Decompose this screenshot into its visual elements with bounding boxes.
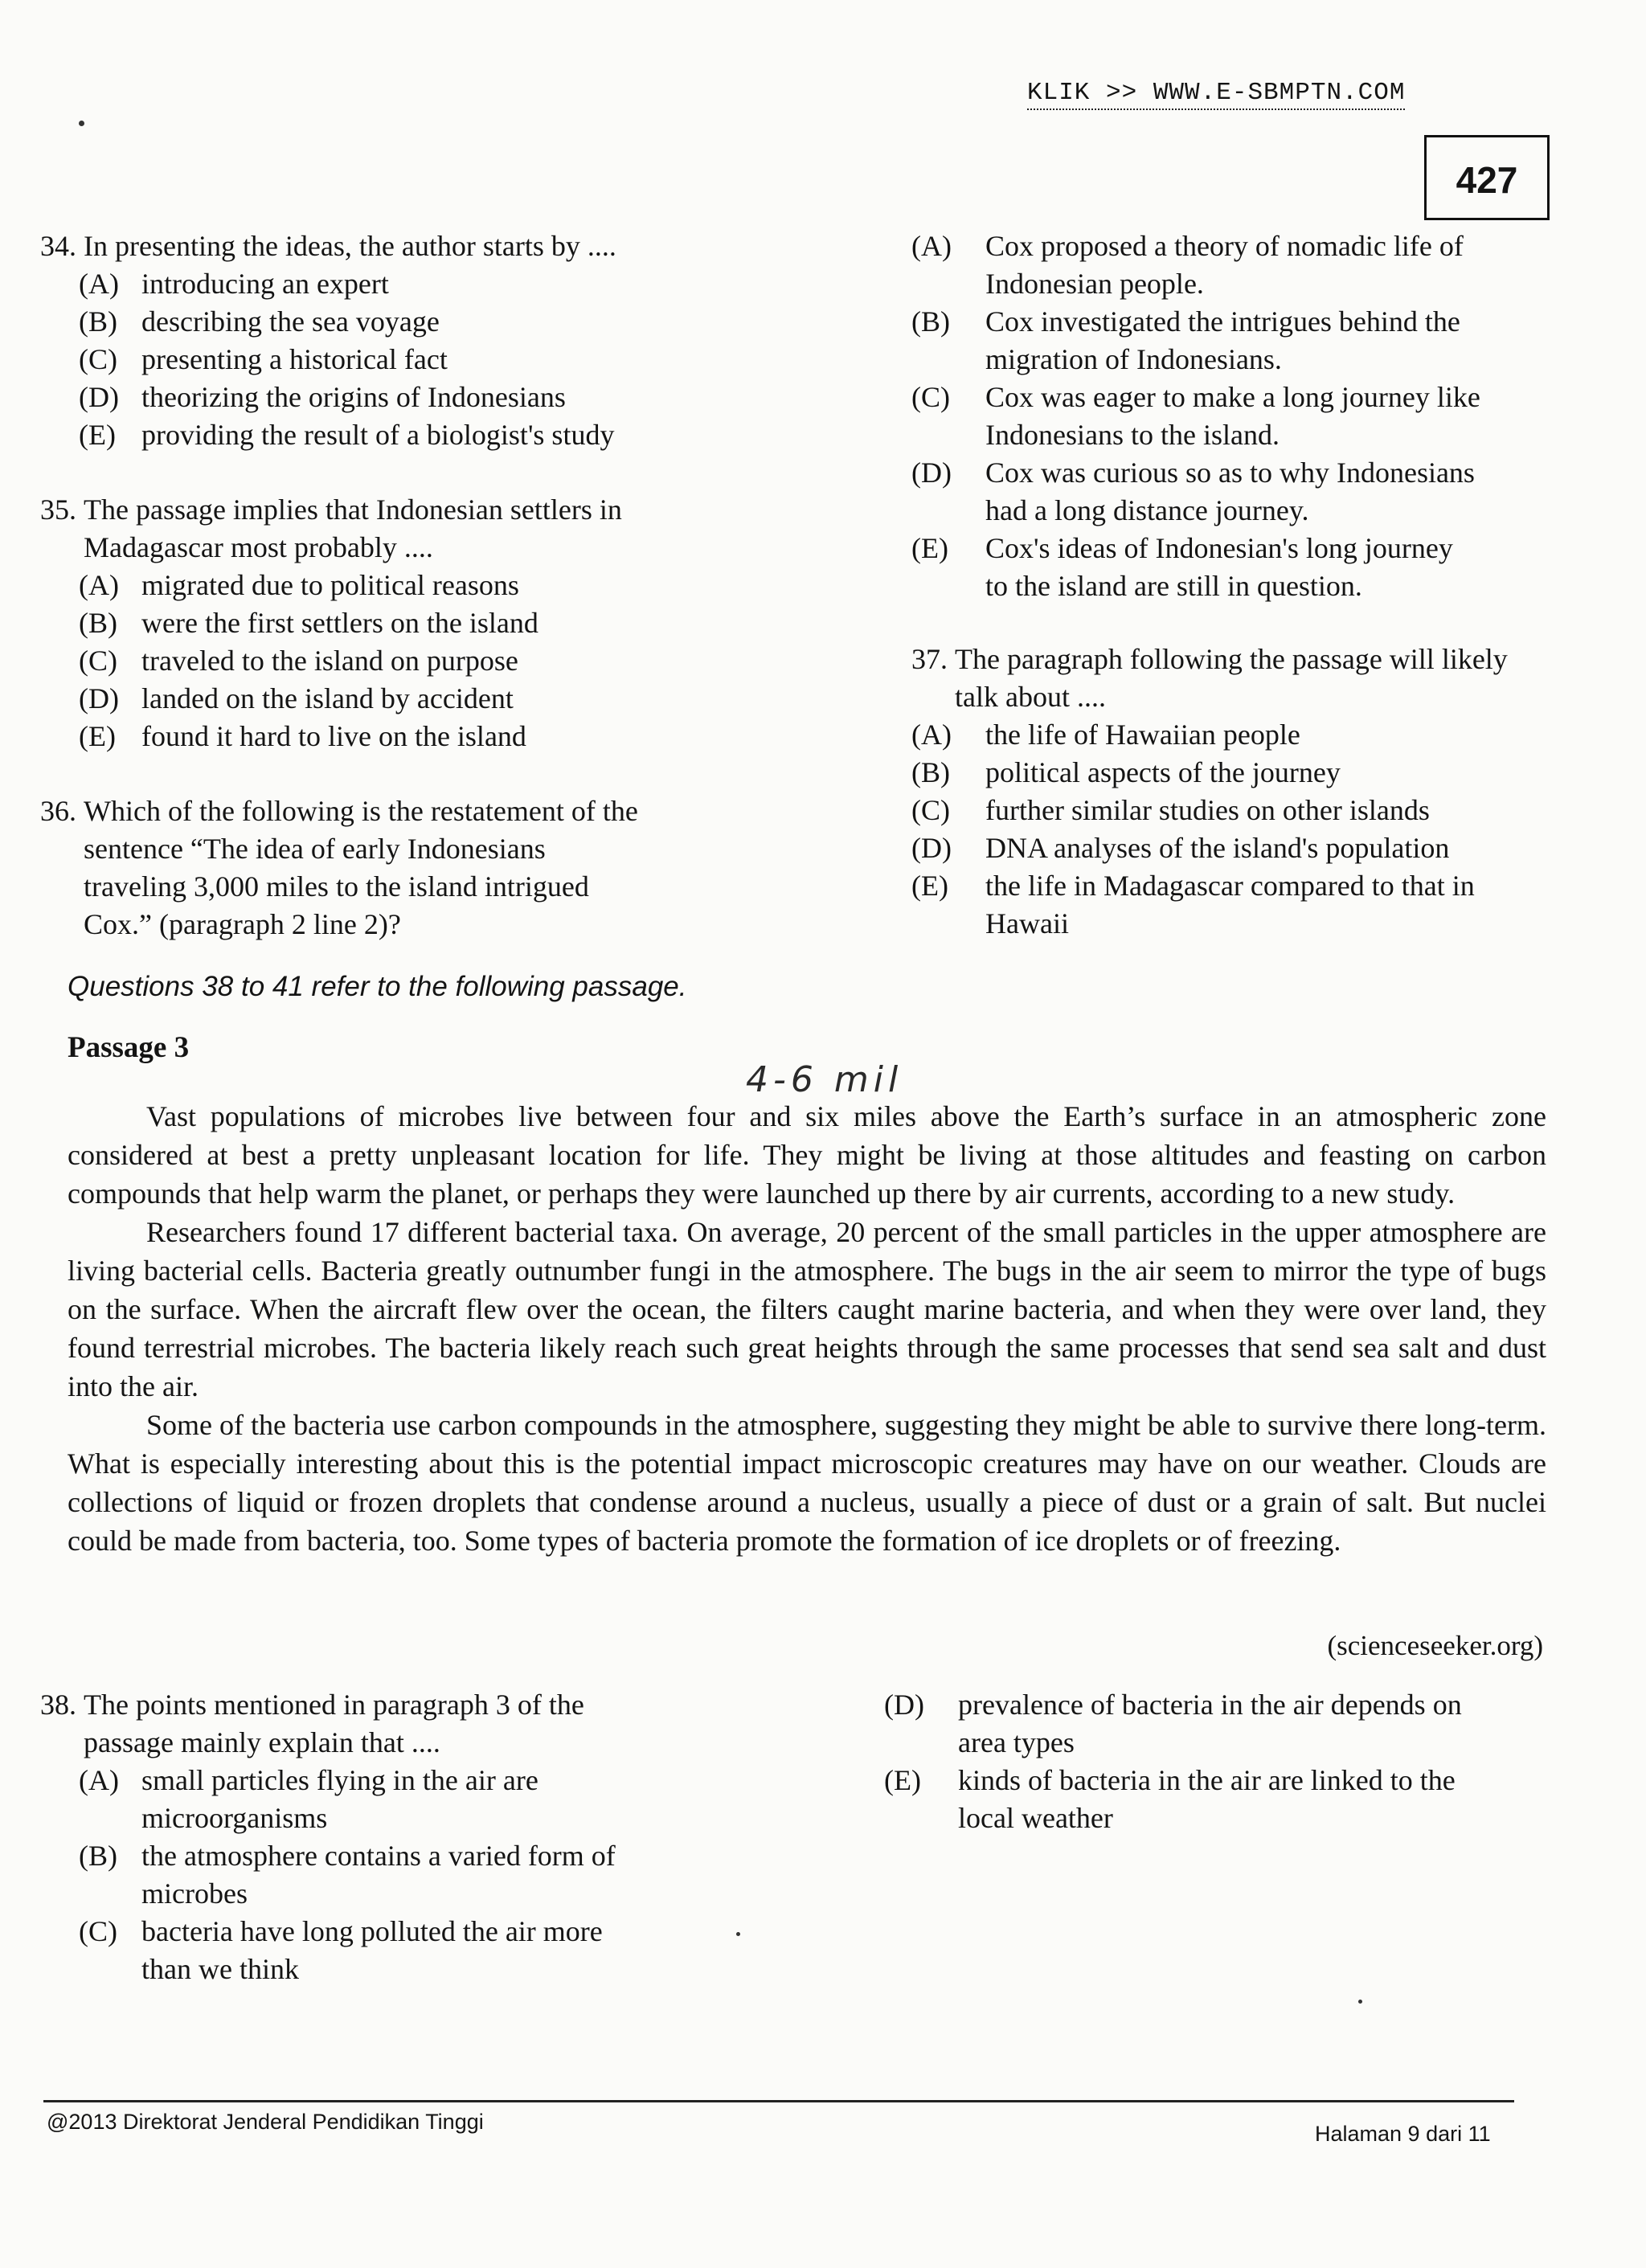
passage-paragraph: Some of the bacteria use carbon compounds in the atmosphere, suggesting they might be able to survive there long-term. What is especially interesting about this is the potential impact microscopic creatures may have on our weather. Clouds are collections of liquid or frozen droplets that condense around a nucleus, usually a piece of dust or a grain of salt. But nuclei could be made from bacteria, too. Some types of bacteria promote the formation of ice droplets or of freezing. [68,1409,1546,1557]
answer-option [911,754,1570,792]
answer-option [911,530,1570,605]
option-text-line: DNA analyses of the island's population [985,832,1450,864]
question-number: 37. [911,643,948,675]
option-text-line: Indonesian people. [985,268,1204,300]
question-number: 36. [40,795,76,827]
question-text-line: Madagascar most probably .... [84,531,433,563]
option-text [985,530,1570,605]
option-label: (A) [79,569,119,601]
question-block [911,227,1570,605]
option-text-line: bacteria have long polluted the air more [141,1915,603,1947]
option-label: (B) [79,305,117,338]
answer-option [911,227,1570,303]
option-text [958,1762,1575,1837]
option-text-line: microorganisms [141,1802,328,1834]
option-text-line: describing the sea voyage [141,305,440,338]
answer-option [911,792,1570,829]
question-number: 38. [40,1689,76,1721]
answer-option [40,303,772,341]
question-block [40,491,772,755]
option-text [141,680,772,718]
option-text-line: the atmosphere contains a varied form of [141,1840,616,1872]
answer-option [911,829,1570,867]
question-block [40,792,772,944]
question-text-line: Cox.” (paragraph 2 line 2)? [84,908,401,940]
option-text [141,1913,772,1988]
question-number: 34. [40,230,76,262]
question-text-line: passage mainly explain that .... [84,1726,440,1758]
answer-option [40,265,772,303]
option-label: (B) [79,1840,117,1872]
scan-speck [736,1932,740,1936]
handwritten-note: 4-6 mil [746,1059,903,1100]
option-text [985,454,1570,530]
option-text-line: migration of Indonesians. [985,343,1282,375]
question-text-line: The paragraph following the passage will likely [955,643,1508,675]
option-text [141,642,772,680]
option-text-line: traveled to the island on purpose [141,645,518,677]
question-block [40,1686,772,1988]
option-text [141,341,772,379]
question-text-line: traveling 3,000 miles to the island intrigued [84,870,589,903]
option-text-line: presenting a historical fact [141,343,448,375]
option-text-line: introducing an expert [141,268,389,300]
option-text-line: political aspects of the journey [985,756,1341,788]
option-text [141,265,772,303]
question-number: 35. [40,493,76,526]
answer-option [911,303,1570,379]
option-text-line: than we think [141,1953,299,1985]
option-text-line: migrated due to political reasons [141,569,519,601]
passage-paragraph: Vast populations of microbes live between four and six miles above the Earth’s surface in an atmospheric zone considered at best a pretty unpleasant location for life. They might be living at those altitudes and feasting on carbon compounds that help warm the planet, or perhaps they were launched up there by air currents, according to a new study. [68,1100,1546,1210]
answer-option [40,642,772,680]
option-text-line: the life of Hawaiian people [985,718,1300,751]
answer-option [884,1762,1575,1837]
question-text-line: talk about .... [955,681,1106,713]
option-text [958,1686,1575,1762]
question-stem [40,491,772,567]
option-text-line: Cox was eager to make a long journey like [985,381,1480,413]
answer-option [40,1837,772,1913]
question-stem [40,792,772,944]
answer-option [911,379,1570,454]
option-label: (C) [911,381,950,413]
option-text-line: Indonesians to the island. [985,419,1280,451]
question-block [40,227,772,454]
answer-option [40,567,772,604]
option-text-line: prevalence of bacteria in the air depends on [958,1689,1462,1721]
option-label: (E) [911,870,948,902]
answer-option [911,716,1570,754]
option-label: (C) [79,1915,117,1947]
option-text-line: Hawaii [985,907,1069,940]
option-text [985,227,1570,303]
passage-title: Passage 3 [68,1031,190,1064]
question-text [84,1686,772,1762]
question-38-column [40,1686,772,2025]
question-text [955,641,1570,716]
option-label: (D) [911,832,952,864]
option-text [985,303,1570,379]
option-label: (D) [911,456,952,489]
answer-option [40,341,772,379]
question-text-line: The points mentioned in paragraph 3 of the [84,1689,584,1721]
option-text [985,754,1570,792]
option-text-line: landed on the island by accident [141,682,514,714]
option-text [141,567,772,604]
option-label: (C) [79,343,117,375]
question-text [84,792,772,944]
option-text-line: Cox proposed a theory of nomadic life of [985,230,1464,262]
option-label: (B) [911,305,950,338]
header-link[interactable]: KLIK >> WWW.E-SBMPTN.COM [1027,79,1405,110]
scan-speck [1358,2000,1362,2004]
option-label: (C) [79,645,117,677]
answer-option [40,718,772,755]
exam-code-box: 427 [1424,135,1550,220]
option-text-line: local weather [958,1802,1113,1834]
option-text-line: kinds of bacteria in the air are linked to the [958,1764,1456,1796]
question-38-continued-column [884,1686,1575,1873]
answer-option [911,454,1570,530]
option-text [141,379,772,416]
answer-option [40,1913,772,1988]
option-text-line: to the island are still in question. [985,570,1362,602]
option-text-line: area types [958,1726,1075,1758]
option-text [985,792,1570,829]
question-text-line: Which of the following is the restatement of the [84,795,638,827]
option-label: (A) [911,718,952,751]
option-text [985,379,1570,454]
option-label: (A) [79,1764,119,1796]
option-text-line: further similar studies on other islands [985,794,1430,826]
passage-body [68,1097,1546,1560]
option-text [141,416,772,454]
passage-paragraph: Researchers found 17 different bacterial taxa. On average, 20 percent of the small particles in the upper atmosphere are living bacterial cells. Bacteria greatly outnumber fungi in the atmosphere. The bugs in the air seem to mirror the type of bugs on the surface. When the aircraft flew over the ocean, the filters caught marine bacteria, and when they were over land, they found terrestrial microbes. The bacteria likely reach such great heights through the same processes that send sea salt and dust into the air. [68,1216,1546,1402]
answer-option [40,379,772,416]
option-text-line: were the first settlers on the island [141,607,538,639]
passage-instruction: Questions 38 to 41 refer to the following passage. [68,971,687,1002]
question-text [84,491,772,567]
option-text-line: the life in Madagascar compared to that in [985,870,1475,902]
option-text [141,718,772,755]
question-block [911,641,1570,943]
question-text-line: The passage implies that Indonesian settlers in [84,493,622,526]
question-stem [40,1686,772,1762]
option-text [141,604,772,642]
question-text-line: sentence “The idea of early Indonesians [84,833,546,865]
option-label: (C) [911,794,950,826]
question-stem [40,227,772,265]
option-text [985,867,1570,943]
option-label: (E) [79,419,116,451]
answer-option [911,867,1570,943]
question-text [84,227,772,265]
option-text-line: Cox was curious so as to why Indonesians [985,456,1475,489]
option-text [985,716,1570,754]
footer-copyright: @2013 Direktorat Jenderal Pendidikan Tinggi [47,2110,484,2134]
answer-option [884,1686,1575,1762]
option-label: (E) [79,720,116,752]
option-text-line: Cox's ideas of Indonesian's long journey [985,532,1453,564]
option-label: (E) [884,1764,921,1796]
option-text-line: Cox investigated the intrigues behind the [985,305,1460,338]
answer-option [40,604,772,642]
option-text-line: small particles flying in the air are [141,1764,538,1796]
option-text [985,829,1570,867]
left-questions-column [40,227,772,980]
footer-page-number: Halaman 9 dari 11 [1315,2122,1491,2146]
option-label: (D) [79,682,119,714]
option-label: (D) [79,381,119,413]
option-text-line: found it hard to live on the island [141,720,526,752]
option-text-line: theorizing the origins of Indonesians [141,381,566,413]
option-label: (D) [884,1689,924,1721]
option-label: (E) [911,532,948,564]
answer-option [40,416,772,454]
passage-source: (scienceseeker.org) [1327,1630,1543,1661]
question-block [884,1686,1575,1837]
question-text-line: In presenting the ideas, the author starts by .... [84,230,616,262]
footer-divider [43,2100,1514,2102]
option-label: (B) [911,756,950,788]
option-text-line: microbes [141,1877,248,1910]
answer-option [40,1762,772,1837]
option-text [141,1762,772,1837]
answer-option [40,680,772,718]
question-stem [911,641,1570,716]
option-label: (B) [79,607,117,639]
scan-speck [79,121,84,126]
right-questions-column [911,227,1570,978]
option-text [141,303,772,341]
option-text-line: providing the result of a biologist's study [141,419,615,451]
option-label: (A) [79,268,119,300]
option-text-line: had a long distance journey. [985,494,1309,526]
option-label: (A) [911,230,952,262]
option-text [141,1837,772,1913]
